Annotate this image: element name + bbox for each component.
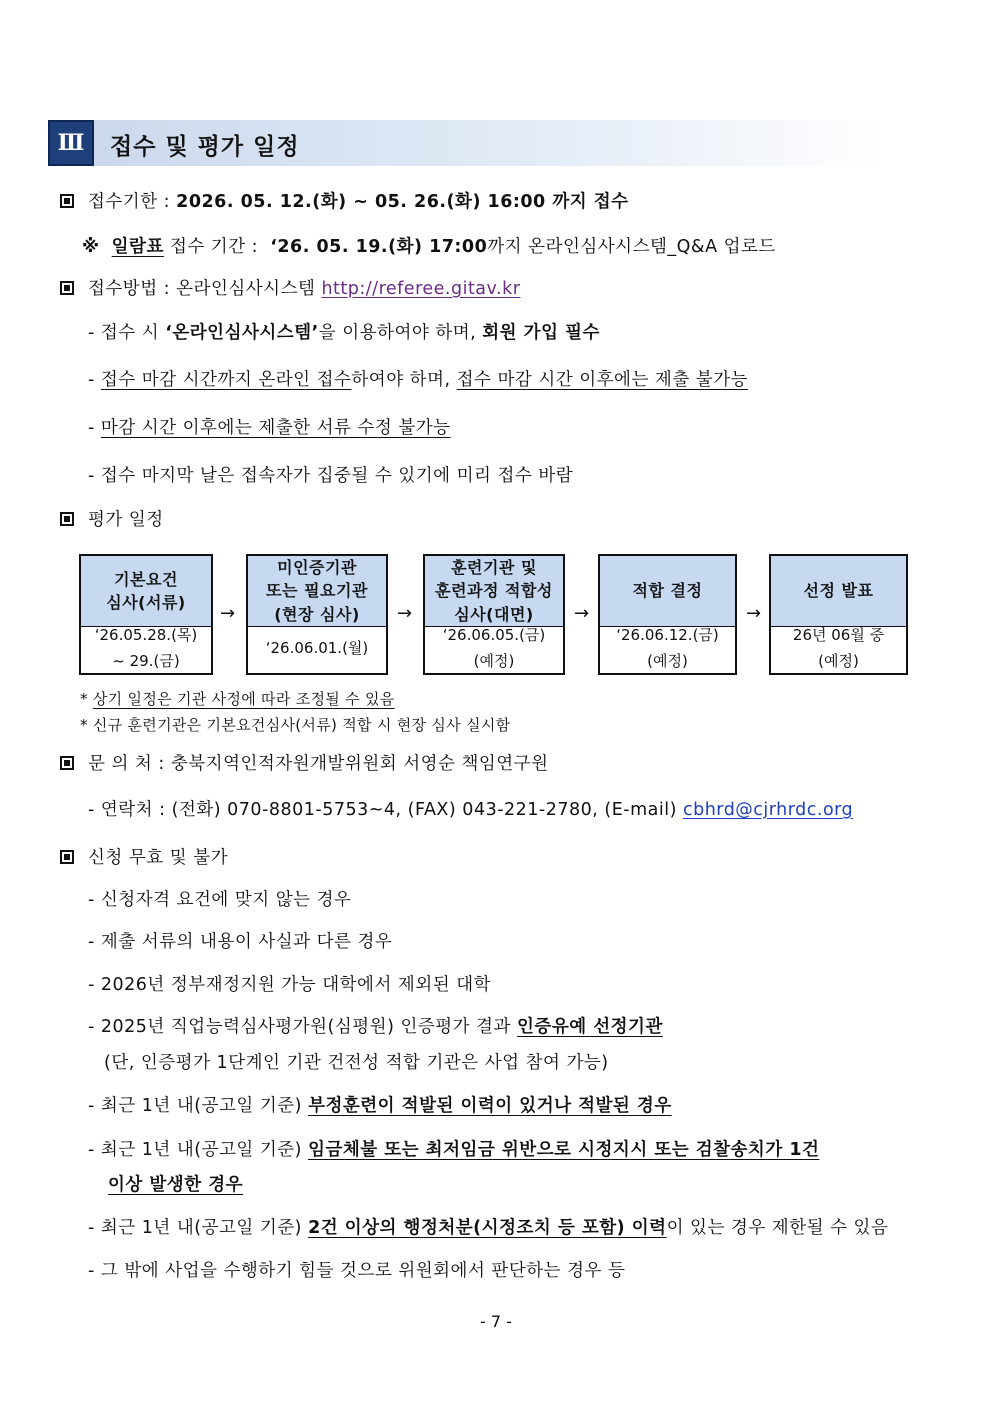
eval-step-date: ‘26.06.12.(금) (예정) xyxy=(616,626,719,670)
square-bullet-icon xyxy=(60,850,74,864)
eval-step-date: 26년 06월 중 (예정) xyxy=(792,626,885,670)
method-item-a: - 접수 시 ‘온라인심사시스템’을 이용하여야 하며, 회원 가입 필수 xyxy=(88,323,600,343)
deadline-line: 접수기한 : 2026. 05. 12.(화) ~ 05. 26.(화) 16:00 까지 접수 xyxy=(60,194,629,212)
email-link[interactable]: cbhrd@cjrhrdc.org xyxy=(682,800,854,820)
referee-url-link[interactable]: http://referee.gitav.kr xyxy=(321,279,521,299)
square-bullet-icon xyxy=(60,756,74,770)
section-title: 접수 및 평가 일정 xyxy=(110,134,300,160)
square-bullet-icon xyxy=(60,281,74,295)
ilramp-line: ※ 일람표 접수 기간 : ‘26. 05. 19.(화) 17:00까지 온라인심사시스템_Q&A 업로드 xyxy=(82,237,776,257)
section-number: Ⅲ xyxy=(48,120,94,166)
page-number: - 7 - xyxy=(480,1312,512,1331)
invalid-item: - 신청자격 요건에 맞지 않는 경우 xyxy=(88,890,352,910)
eval-step-date: ‘26.06.05.(금) (예정) xyxy=(442,626,546,670)
invalid-item: - 2026년 정부재정지원 가능 대학에서 제외된 대학 xyxy=(88,975,492,995)
square-bullet-icon xyxy=(60,512,74,526)
invalid-line: 신청 무효 및 불가 xyxy=(60,850,228,868)
invalid-item: - 최근 1년 내(공고일 기준) 부정훈련이 적발된 이력이 있거나 적발된 경우 xyxy=(88,1096,672,1116)
method-line: 접수방법 : 온라인심사시스템 http://referee.gitav.kr xyxy=(60,281,520,299)
eval-step-5 xyxy=(769,554,908,675)
invalid-item: - 제출 서류의 내용이 사실과 다른 경우 xyxy=(88,932,393,952)
invalid-item: - 그 밖에 사업을 수행하기 힘들 것으로 위원회에서 판단하는 경우 등 xyxy=(88,1261,626,1281)
arrow-right-icon: → xyxy=(574,603,590,624)
contact-line: 문 의 처 : 충북지역인적자원개발위원회 서영순 책임연구원 xyxy=(60,756,549,774)
eval-step-title: 훈련기관 및 훈련과정 적합성 심사(대면) xyxy=(425,556,563,627)
eval-step-title: 선정 발표 xyxy=(771,556,906,627)
eval-step-date: ‘26.06.01.(월) xyxy=(265,638,369,657)
invalid-item: - 최근 1년 내(공고일 기준) 임금체불 또는 최저임금 위반으로 시정지시 또는 검찰송치가 1건 xyxy=(88,1140,820,1160)
eval-note-2: * 신규 훈련기관은 기본요건심사(서류) 적합 시 현장 심사 실시함 xyxy=(80,716,511,734)
arrow-right-icon: → xyxy=(746,603,762,624)
eval-step-date: ‘26.05.28.(목) ~ 29.(금) xyxy=(94,626,198,670)
method-item-b: - 접수 마감 시간까지 온라인 접수하여야 하며, 접수 마감 시간 이후에는 제출 불가능 xyxy=(88,370,749,390)
eval-note-1: * 상기 일정은 기관 사정에 따라 조정될 수 있음 xyxy=(80,690,395,708)
deadline-value: 2026. 05. 12.(화) ~ 05. 26.(화) 16:00 까지 접수 xyxy=(176,192,629,212)
eval-step-1 xyxy=(79,554,213,675)
method-item-c: - 마감 시간 이후에는 제출한 서류 수정 불가능 xyxy=(88,418,451,438)
eval-step-title: 미인증기관 또는 필요기관 (현장 심사) xyxy=(248,556,386,627)
eval-step-3 xyxy=(423,554,565,675)
method-item-d: - 접수 마지막 날은 접속자가 집중될 수 있기에 미리 접수 바람 xyxy=(88,466,574,486)
square-bullet-icon xyxy=(60,194,74,208)
invalid-item: - 최근 1년 내(공고일 기준) 2건 이상의 행정처분(시정조치 등 포함) 이력이 있는 경우 제한될 수 있음 xyxy=(88,1218,889,1238)
eval-step-title: 적합 결정 xyxy=(600,556,735,627)
eval-step-title: 기본요건 심사(서류) xyxy=(81,556,211,627)
eval-step-2 xyxy=(246,554,388,675)
eval-line: 평가 일정 xyxy=(60,512,164,530)
arrow-right-icon: → xyxy=(397,603,413,624)
arrow-right-icon: → xyxy=(220,603,236,624)
eval-step-4 xyxy=(598,554,737,675)
contact-detail: - 연락처 : (전화) 070-8801-5753~4, (FAX) 043-221-2780, (E-mail) cbhrd@cjrhrdc.org xyxy=(88,800,854,820)
invalid-item-note: (단, 인증평가 1단계인 기관 건전성 적합 기관은 사업 참여 가능) xyxy=(104,1053,609,1073)
invalid-item: - 2025년 직업능력심사평가원(심평원) 인증평가 결과 인증유예 선정기관 xyxy=(88,1017,663,1037)
invalid-item-cont: 이상 발생한 경우 xyxy=(108,1175,244,1195)
